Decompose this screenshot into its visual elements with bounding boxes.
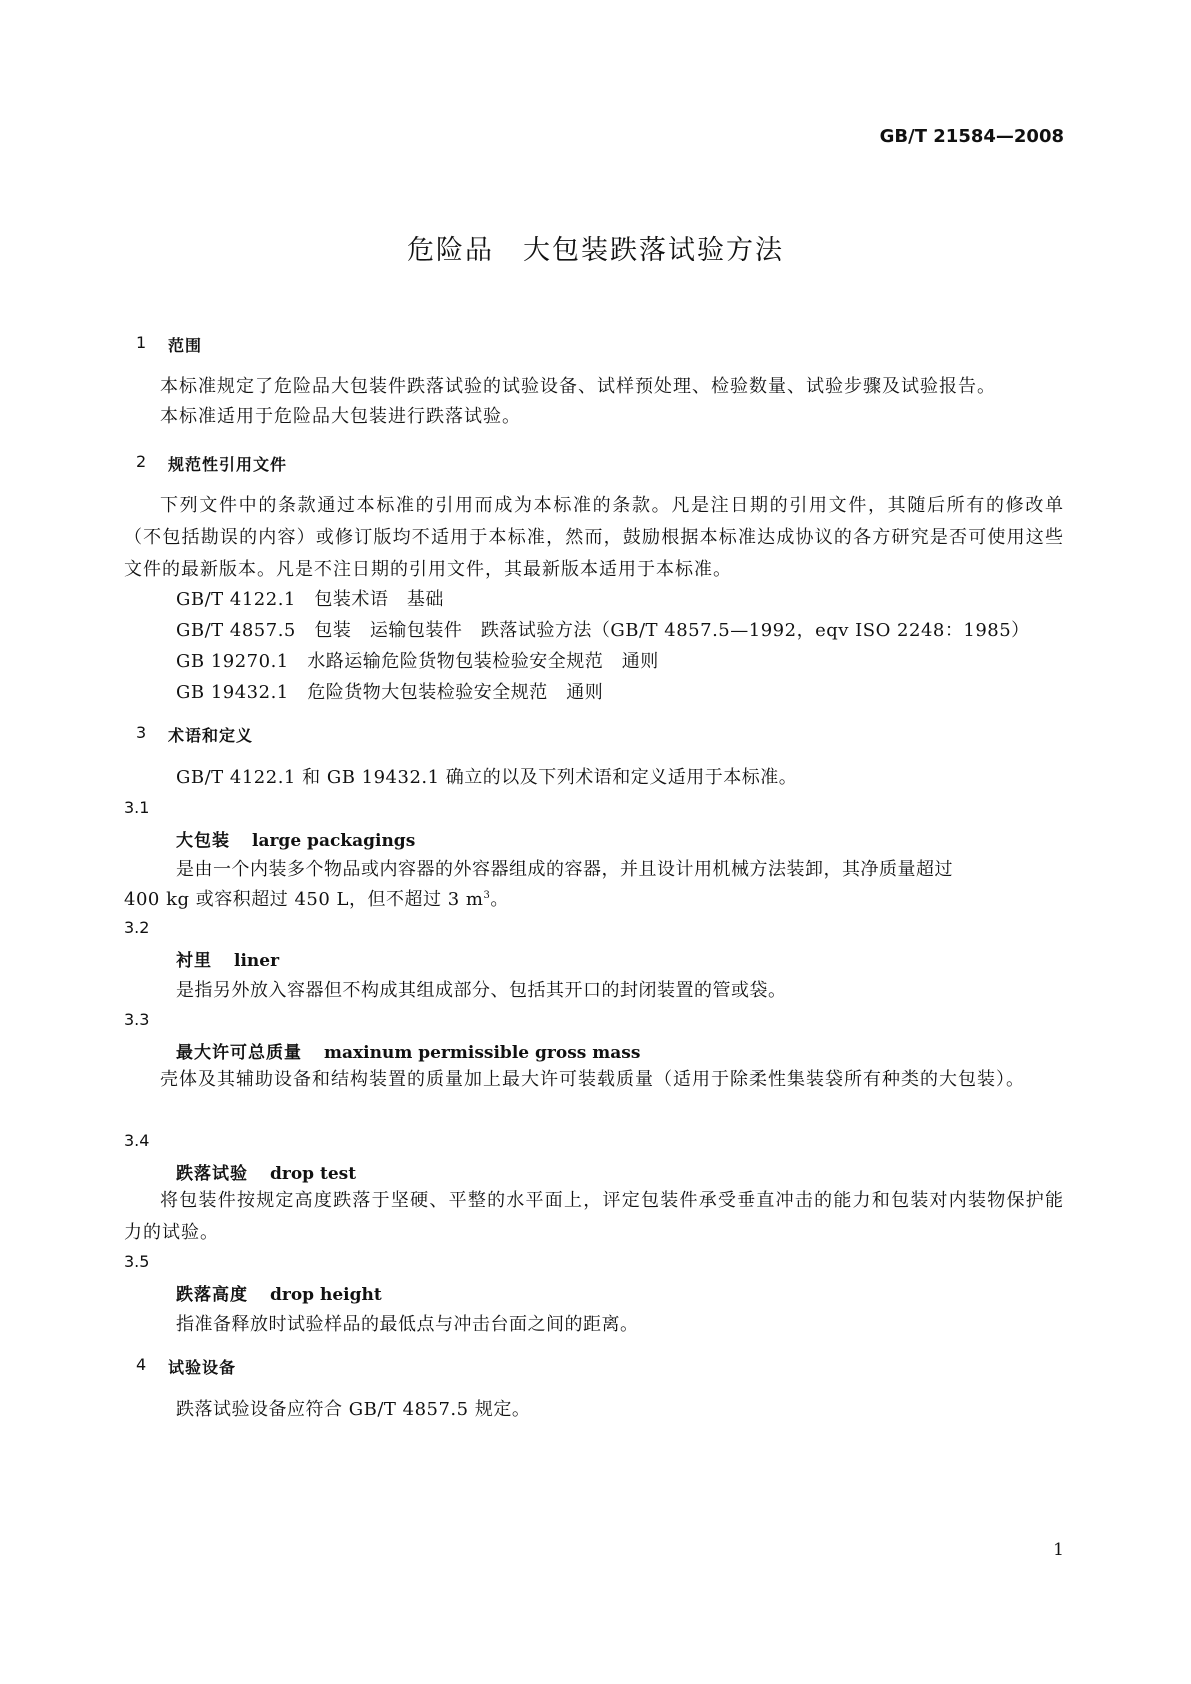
term-number: 3.4 <box>124 1131 150 1150</box>
term-zh: 跌落试验 <box>176 1164 248 1184</box>
term-zh: 跌落高度 <box>176 1285 248 1305</box>
section-title: 范围 <box>168 336 203 355</box>
term-definition: 指准备释放时试验样品的最低点与冲击台面之间的距离。 <box>176 1314 639 1335</box>
term-zh: 大包装 <box>176 831 230 851</box>
paragraph: 本标准规定了危险品大包装件跌落试验的试验设备、试样预处理、检验数量、试验步骤及试验报告。 <box>160 376 996 397</box>
term-en: drop height <box>270 1285 382 1305</box>
term-en: drop test <box>270 1164 357 1184</box>
term-en: liner <box>234 951 280 971</box>
paragraph: 本标准适用于危险品大包装进行跌落试验。 <box>160 406 521 427</box>
term-en: maxinum permissible gross mass <box>324 1043 641 1063</box>
term-en: large packagings <box>252 831 416 851</box>
standard-number: GB/T 21584—2008 <box>879 126 1064 147</box>
term-heading <box>176 1280 382 1305</box>
term-heading <box>176 946 279 971</box>
section-title: 试验设备 <box>168 1358 237 1377</box>
section-number: 3 <box>136 723 147 742</box>
term-definition-cont <box>124 885 509 911</box>
term-definition: 壳体及其辅助设备和结构装置的质量加上最大许可装载质量（适用于除柔性集装袋所有种类的大包装）。 <box>160 1069 1025 1090</box>
paragraph: 跌落试验设备应符合 GB/T 4857.5 规定。 <box>176 1399 531 1420</box>
section-number: 1 <box>136 333 147 352</box>
term-zh: 衬里 <box>176 951 212 971</box>
reference-item: GB/T 4122.1 包装术语 基础 <box>176 589 444 610</box>
term-number: 3.5 <box>124 1252 150 1271</box>
page-number: 1 <box>1053 1540 1064 1560</box>
term-heading <box>176 1038 640 1063</box>
reference-item: GB/T 4857.5 包装 运输包装件 跌落试验方法（GB/T 4857.5—1992，eqv ISO 2248：1985） <box>176 620 1030 641</box>
term-zh: 最大许可总质量 <box>176 1043 302 1063</box>
term-heading <box>176 1159 356 1184</box>
definition-end: 。 <box>490 889 509 910</box>
document-title: 危险品 大包装跌落试验方法 <box>407 235 784 266</box>
reference-item: GB 19270.1 水路运输危险货物包装检验安全规范 通则 <box>176 651 659 672</box>
term-definition: 将包装件按规定高度跌落于坚硬、平整的水平面上，评定包装件承受垂直冲击的能力和包装对内装物保护能力的试验。 <box>124 1190 1064 1243</box>
term-heading <box>176 826 415 851</box>
term-number: 3.3 <box>124 1010 150 1029</box>
term-definition: 是由一个内装多个物品或内容器的外容器组成的容器，并且设计用机械方法装卸，其净质量超过 <box>176 859 953 880</box>
section-title: 规范性引用文件 <box>168 455 288 474</box>
term-definition: 是指另外放入容器但不构成其组成部分、包括其开口的封闭装置的管或袋。 <box>176 980 787 1001</box>
paragraph: 下列文件中的条款通过本标准的引用而成为本标准的条款。凡是注日期的引用文件，其随后所有的修改单（不包括勘误的内容）或修订版均不适用于本标准，然而，鼓励根据本标准达成协议的各方研究是否可使用这些文件的最新版本。凡是不注日期的引用文件，其最新版本适用于本标准。 <box>124 495 1064 580</box>
definition-text: 400 kg 或容积超过 450 L，但不超过 3 m <box>124 889 484 910</box>
reference-item: GB 19432.1 危险货物大包装检验安全规范 通则 <box>176 682 604 703</box>
term-number: 3.1 <box>124 798 150 817</box>
superscript: 3 <box>483 890 491 901</box>
section-title: 术语和定义 <box>168 726 254 745</box>
term-number: 3.2 <box>124 918 150 937</box>
section-number: 2 <box>136 452 147 471</box>
section-number: 4 <box>136 1355 147 1374</box>
paragraph: GB/T 4122.1 和 GB 19432.1 确立的以及下列术语和定义适用于本标准。 <box>176 767 798 788</box>
